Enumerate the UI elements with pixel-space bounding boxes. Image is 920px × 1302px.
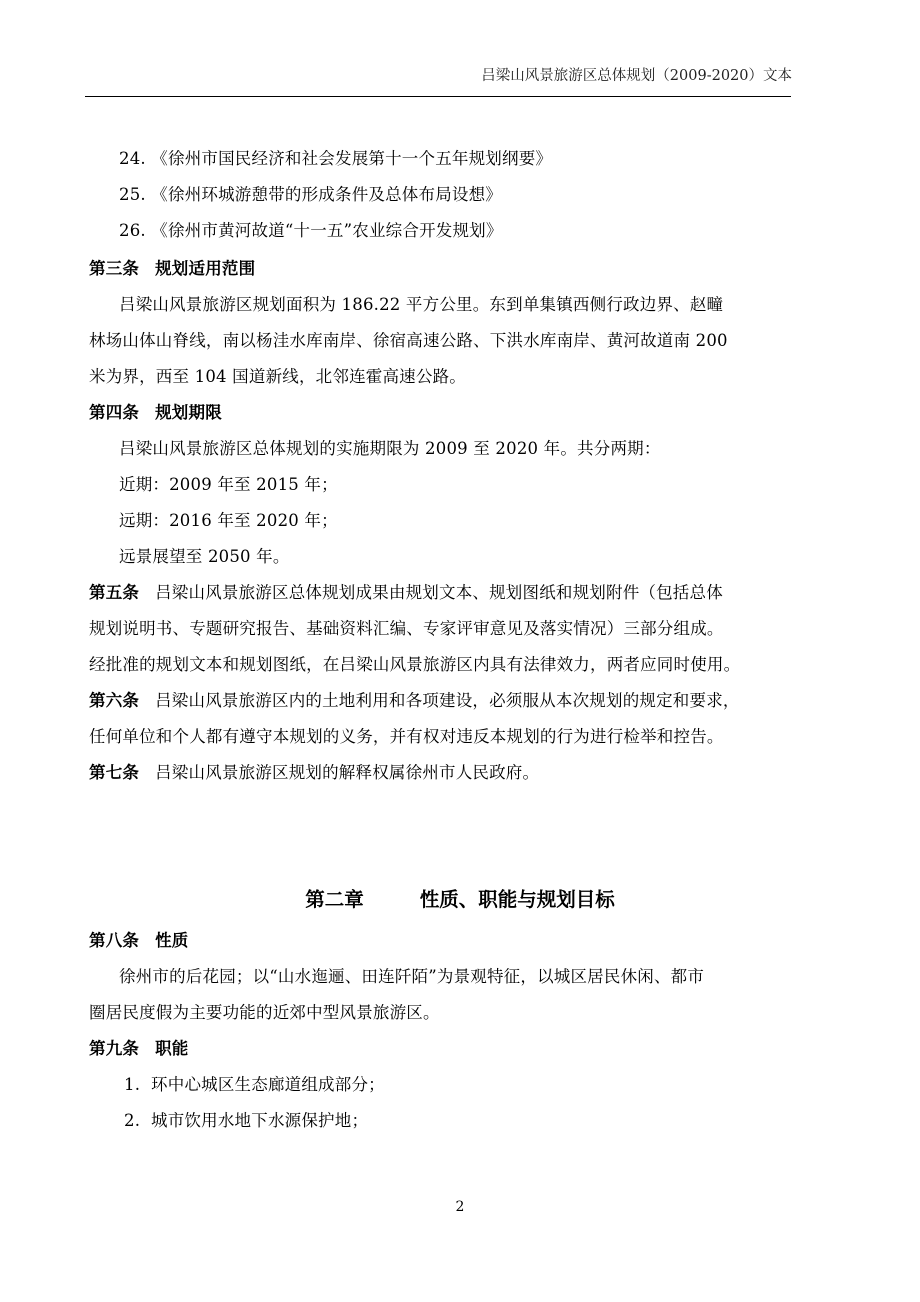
header-divider — [85, 96, 791, 97]
item-number: 1. — [124, 1075, 141, 1094]
article-label: 第七条 — [89, 763, 140, 782]
ref-item-24 — [119, 148, 831, 170]
article-text: 吕梁山风景旅游区规划的解释权属徐州市人民政府。 — [155, 763, 540, 782]
chapter-2-heading — [0, 887, 920, 913]
article-4-heading — [89, 402, 801, 424]
article-label: 第八条 — [89, 931, 140, 950]
article-3-line: 林场山体山脊线，南以杨洼水库南岸、徐宿高速公路、下洪水库南岸、黄河故道南 200 — [89, 331, 728, 350]
article-title: 规划适用范围 — [155, 259, 256, 278]
article-text: 吕梁山风景旅游区内的土地利用和各项建设，必须服从本次规划的规定和要求， — [155, 691, 740, 710]
ref-text: 《徐州市国民经济和社会发展第十一个五年规划纲要》 — [151, 149, 553, 168]
article-5-line: 经批准的规划文本和规划图纸，在吕梁山风景旅游区内具有法律效力，两者应同时使用。 — [89, 655, 741, 674]
header-title: 吕梁山风景旅游区总体规划（2009-2020）文本 — [481, 68, 792, 84]
ref-number: 25. — [119, 185, 146, 204]
ref-text: 《徐州市黄河故道“十一五”农业综合开发规划》 — [151, 221, 503, 240]
article-4-line: 吕梁山风景旅游区总体规划的实施期限为 2009 至 2020 年。共分两期： — [119, 439, 661, 458]
article-3-line: 米为界，西至 104 国道新线，北邻连霍高速公路。 — [89, 367, 466, 386]
article-7-first-line — [89, 762, 801, 784]
item-text: 环中心城区生态廊道组成部分； — [151, 1075, 385, 1094]
article-6-line: 任何单位和个人都有遵守本规划的义务，并有权对违反本规划的行为进行检举和控告。 — [89, 727, 724, 746]
ref-text: 《徐州环城游憩带的形成条件及总体布局设想》 — [151, 185, 502, 204]
article-9-heading — [89, 1038, 801, 1060]
chapter-label: 第二章 — [305, 888, 364, 911]
function-item-1 — [124, 1074, 836, 1096]
article-6-first-line — [89, 690, 801, 712]
item-text: 城市饮用水地下水源保护地； — [151, 1111, 369, 1130]
article-title: 规划期限 — [155, 403, 222, 422]
article-3-heading — [89, 258, 801, 280]
ref-number: 24. — [119, 149, 146, 168]
article-label: 第五条 — [89, 583, 140, 602]
article-4-line: 近期：2009 年至 2015 年； — [119, 475, 338, 494]
ref-number: 26. — [119, 221, 146, 240]
article-label: 第九条 — [89, 1039, 140, 1058]
article-4-line: 远景展望至 2050 年。 — [119, 547, 290, 566]
function-item-2 — [124, 1110, 836, 1132]
page-number: 2 — [455, 1199, 465, 1215]
ref-item-25 — [119, 184, 831, 206]
article-label: 第六条 — [89, 691, 140, 710]
article-8-heading — [89, 930, 801, 952]
article-8-line: 圈居民度假为主要功能的近郊中型风景旅游区。 — [89, 1003, 440, 1022]
article-title: 性质 — [155, 931, 189, 950]
article-label: 第三条 — [89, 259, 140, 278]
article-8-line: 徐州市的后花园；以“山水迤逦、田连阡陌”为景观特征，以城区居民休闲、都市 — [119, 967, 705, 986]
article-5-line: 规划说明书、专题研究报告、基础资料汇编、专家评审意见及落实情况）三部分组成。 — [89, 619, 724, 638]
chapter-title: 性质、职能与规划目标 — [419, 888, 615, 911]
article-4-line: 远期：2016 年至 2020 年； — [119, 511, 338, 530]
article-5-first-line — [89, 582, 801, 604]
item-number: 2. — [124, 1111, 141, 1130]
article-text: 吕梁山风景旅游区总体规划成果由规划文本、规划图纸和规划附件（包括总体 — [155, 583, 723, 602]
article-title: 职能 — [155, 1039, 189, 1058]
article-3-line: 吕梁山风景旅游区规划面积为 186.22 平方公里。东到单集镇西侧行政边界、赵疃 — [119, 295, 724, 314]
ref-item-26 — [119, 220, 831, 242]
article-label: 第四条 — [89, 403, 140, 422]
